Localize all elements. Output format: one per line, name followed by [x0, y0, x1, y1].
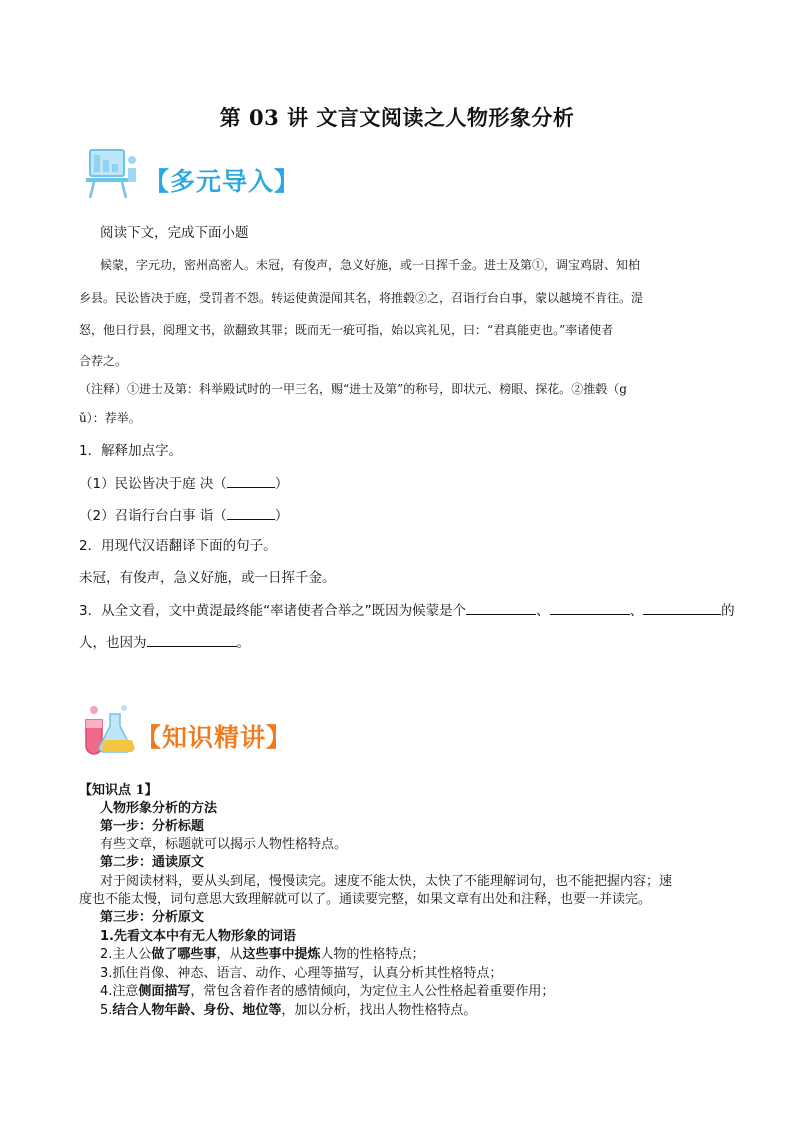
step-2-heading: 第二步：通读原文 [100, 855, 205, 870]
item-text: 结合人物年龄、身份、地位等 [112, 1003, 282, 1018]
item-text: 人物的性格特点； [320, 947, 425, 962]
method-item-3 [100, 965, 502, 983]
item-text: 侧面描写 [138, 984, 191, 999]
method-item-4 [100, 983, 554, 1001]
method-item-2 [100, 946, 424, 964]
knowledge-point-label: 【知识点 1】 [79, 783, 158, 798]
question-text: （2）召诣行台白事 诣（ [79, 508, 227, 524]
question-3-cont [79, 632, 250, 653]
presentation-board-icon [84, 146, 142, 204]
question-text: 的 [721, 603, 735, 619]
reading-instruction: 阅读下文，完成下面小题 [100, 225, 249, 241]
item-text: ，加以分析，找出人物性格特点。 [281, 1003, 477, 1018]
question-text: ） [274, 476, 289, 492]
step-2-text: 度也不能太慢，词句意思大致理解就可以了。通读要完整，如果文章有出处和注释，也要一并读完。 [79, 892, 652, 907]
step-1-heading: 第一步：分析标题 [100, 819, 205, 834]
knowledge-heading: 人物形象分析的方法 [100, 801, 218, 816]
question-1-item-2 [79, 505, 288, 526]
item-text: 1.先看文本中有无人物形象的词语 [100, 929, 296, 944]
section-header-knowledge [80, 700, 292, 758]
separator: 、 [536, 603, 550, 619]
annotation-line: （注释）①进士及第：科举殿试时的一甲三名，赐“进士及第”的称号，即状元、榜眼、探花。②推毂（g [79, 382, 627, 396]
page-title: 第 03 讲 文言文阅读之人物形象分析 [219, 105, 575, 130]
question-1: 1．解释加点字。 [79, 443, 183, 459]
section-label-intro: 【多元导入】 [144, 167, 301, 196]
section-label-knowledge: 【知识精讲】 [136, 723, 293, 752]
separator: 、 [629, 603, 644, 619]
item-text: 2.主人公 [100, 947, 152, 962]
question-text: （1）民讼皆决于庭 决（ [79, 476, 227, 492]
item-text: 3.抓住肖像、神态、语言、动作、心理等描写，认真分析其性格特点； [100, 966, 503, 981]
question-3 [79, 600, 735, 621]
answer-blank[interactable] [147, 632, 237, 647]
question-text: 3．从全文看，文中黄湜最终能“率诸使者合举之”既因为候蒙是个 [79, 603, 467, 619]
question-1-item-1 [79, 473, 288, 494]
item-text: 5. [100, 1003, 113, 1018]
question-2-sentence: 未冠，有俊声，急义好施，或一日挥千金。 [79, 570, 336, 586]
answer-blank[interactable] [227, 505, 275, 520]
item-text: ，常包含着作者的感情倾向，为定位主人公性格起着重要作用； [190, 984, 555, 999]
item-text: 这些事中提炼 [242, 947, 321, 962]
answer-blank[interactable] [550, 600, 630, 615]
annotation-line: ǔ）：荐举。 [79, 411, 141, 425]
item-text: 做了哪些事 [151, 947, 217, 962]
question-2: 2．用现代汉语翻译下面的句子。 [79, 538, 277, 554]
step-3-heading: 第三步：分析原文 [100, 910, 205, 925]
answer-blank[interactable] [643, 600, 721, 615]
answer-blank[interactable] [227, 473, 275, 488]
section-header-intro [84, 146, 300, 204]
item-text: ，从 [216, 947, 243, 962]
passage-line: 候蒙，字元功，密州高密人。未冠，有俊声，急义好施，或一日挥千金。进士及第①，调宝鸡尉、知柏 [100, 258, 641, 272]
passage-line: 怒，他日行县，阅理文书，欲翻致其罪；既而无一疵可指，始以宾礼见，曰：“君真能吏也。”率诸使者 [79, 323, 614, 337]
step-1-text: 有些文章，标题就可以揭示人物性格特点。 [100, 837, 348, 852]
method-item-5 [100, 1002, 476, 1020]
question-text: ） [274, 508, 289, 524]
answer-blank[interactable] [466, 600, 536, 615]
passage-line: 乡县。民讼皆决于庭，受罚者不怨。转运使黄湜闻其名，将推毂②之，召诣行台白事，蒙以越境不肯往。湜 [79, 291, 644, 305]
question-text: 。 [236, 635, 250, 651]
question-text: 人，也因为 [79, 635, 147, 651]
method-item-1 [100, 928, 296, 946]
lab-flask-icon [80, 700, 138, 758]
item-text: 4.注意 [100, 984, 139, 999]
step-2-text: 对于阅读材料，要从头到尾，慢慢读完。速度不能太快，太快了不能理解词句，也不能把握内容；速 [100, 874, 673, 889]
passage-line: 合荐之。 [79, 354, 128, 368]
